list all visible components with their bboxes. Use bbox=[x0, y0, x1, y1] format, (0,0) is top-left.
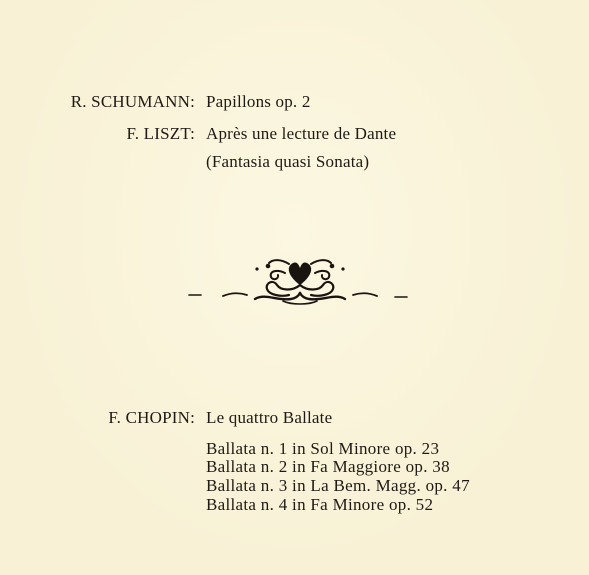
work-dante-subtitle: (Fantasia quasi Sonata) bbox=[206, 152, 370, 171]
composer-chopin: F. CHOPIN: bbox=[108, 408, 195, 427]
composer-schumann: R. SCHUMANN: bbox=[70, 92, 195, 111]
fleuron-ornament-icon bbox=[185, 255, 415, 310]
composer-liszt: F. LISZT: bbox=[126, 124, 195, 143]
ballata-item: Ballata n. 2 in Fa Maggiore op. 38 bbox=[206, 457, 450, 476]
work-papillons: Papillons op. 2 bbox=[206, 92, 311, 111]
ballata-item: Ballata n. 3 in La Bem. Magg. op. 47 bbox=[206, 476, 470, 495]
ballata-item: Ballata n. 1 in Sol Minore op. 23 bbox=[206, 439, 440, 458]
work-dante-sonata: Après une lecture de Dante bbox=[206, 124, 397, 143]
ballata-item: Ballata n. 4 in Fa Minore op. 52 bbox=[206, 495, 434, 514]
work-quattro-ballate: Le quattro Ballate bbox=[206, 408, 333, 427]
